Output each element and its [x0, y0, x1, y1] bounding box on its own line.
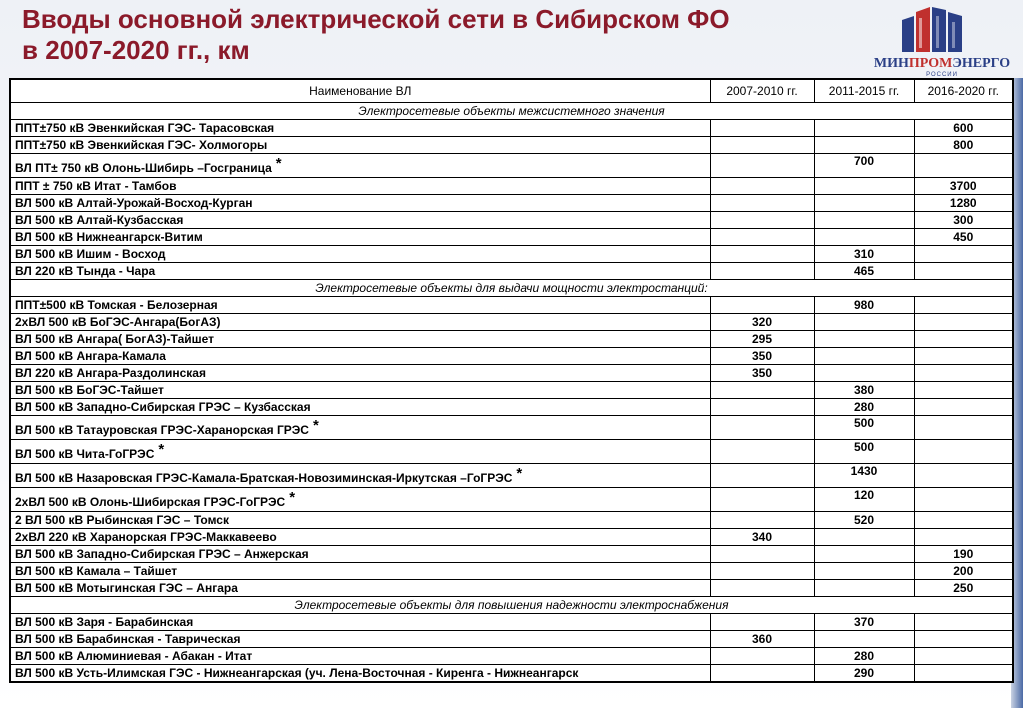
logo-text-left: МИН — [873, 56, 909, 71]
value-cell-p2 — [814, 348, 914, 365]
line-name: ВЛ 500 кВ Мотыгинская ГЭС – Ангара — [15, 580, 238, 595]
line-name-cell — [10, 348, 710, 365]
value-cell-p3 — [914, 297, 1013, 314]
table-row — [10, 348, 1013, 365]
value-cell-p1 — [710, 263, 814, 280]
line-name: ВЛ 500 кВ Усть-Илимская ГЭС - Нижнеангарская (уч. Лена-Восточная - Киренга - Нижнеангарск — [15, 665, 579, 680]
value-cell-p2 — [814, 229, 914, 246]
table-row — [10, 440, 1013, 464]
table-row — [10, 546, 1013, 563]
line-name-cell — [10, 229, 710, 246]
value-cell-p1 — [710, 297, 814, 314]
value-cell-p1 — [710, 195, 814, 212]
line-name-cell — [10, 665, 710, 683]
table-row — [10, 529, 1013, 546]
value-cell-p2: 1430 — [814, 464, 914, 488]
value-cell-p3 — [914, 488, 1013, 512]
value-cell-p3 — [914, 416, 1013, 440]
section-row — [10, 597, 1013, 614]
header-name: Наименование ВЛ — [10, 79, 710, 103]
logo-text-accent: ПРОМ — [908, 56, 953, 71]
table-header-row — [10, 79, 1013, 103]
table-row — [10, 154, 1013, 178]
line-name: ППТ ± 750 кВ Итат - Тамбов — [15, 178, 177, 193]
value-cell-p1: 350 — [710, 348, 814, 365]
value-cell-p1 — [710, 382, 814, 399]
header-2011-2015: 2011-2015 гг. — [814, 79, 914, 103]
value-cell-p3: 250 — [914, 580, 1013, 597]
value-cell-p3 — [914, 665, 1013, 683]
line-name-cell — [10, 648, 710, 665]
line-name-cell — [10, 546, 710, 563]
section-title: Электросетевые объекты межсистемного значения — [10, 103, 1013, 120]
line-name-cell — [10, 297, 710, 314]
value-cell-p2 — [814, 212, 914, 229]
value-cell-p1: 340 — [710, 529, 814, 546]
section-row — [10, 280, 1013, 297]
line-name: ВЛ 500 кВ Алтай-Урожай-Восход-Курган — [15, 195, 253, 210]
value-cell-p1: 320 — [710, 314, 814, 331]
value-cell-p1 — [710, 120, 814, 137]
line-name: ВЛ 500 кВ Западно-Сибирская ГРЭС – Анжерская — [15, 546, 309, 561]
value-cell-p2 — [814, 631, 914, 648]
value-cell-p2: 380 — [814, 382, 914, 399]
line-name-cell — [10, 263, 710, 280]
line-name: ВЛ 500 кВ Ангара( БогАЗ)-Тайшет — [15, 331, 215, 346]
value-cell-p1: 350 — [710, 365, 814, 382]
table-row — [10, 195, 1013, 212]
line-name: ВЛ 500 кВ Назаровская ГРЭС-Камала-Братская-Новозиминская-Иркутская –ГоГРЭС — [15, 470, 513, 485]
value-cell-p2 — [814, 365, 914, 382]
asterisk-mark: * — [275, 154, 282, 172]
value-cell-p2 — [814, 546, 914, 563]
value-cell-p3: 800 — [914, 137, 1013, 154]
table-row — [10, 212, 1013, 229]
line-name-cell — [10, 365, 710, 382]
line-name: ВЛ 500 кВ Ишим - Восход — [15, 246, 166, 261]
value-cell-p3 — [914, 382, 1013, 399]
value-cell-p3 — [914, 246, 1013, 263]
section-title: Электросетевые объекты для выдачи мощности электростанций: — [10, 280, 1013, 297]
value-cell-p1 — [710, 440, 814, 464]
value-cell-p2 — [814, 580, 914, 597]
value-cell-p2: 500 — [814, 440, 914, 464]
value-cell-p1 — [710, 246, 814, 263]
value-cell-p2: 465 — [814, 263, 914, 280]
table-body — [10, 103, 1013, 683]
table-row — [10, 665, 1013, 683]
value-cell-p1 — [710, 416, 814, 440]
table-row — [10, 120, 1013, 137]
value-cell-p3 — [914, 263, 1013, 280]
value-cell-p3 — [914, 348, 1013, 365]
line-name: ВЛ 500 кВ Алтай-Кузбасская — [15, 212, 184, 227]
line-name-cell — [10, 399, 710, 416]
table-row — [10, 580, 1013, 597]
line-name-cell — [10, 580, 710, 597]
value-cell-p2 — [814, 529, 914, 546]
line-name-cell — [10, 631, 710, 648]
line-name: 2хВЛ 220 кВ Харанорская ГРЭС-Маккавеево — [15, 529, 277, 544]
line-name-cell — [10, 382, 710, 399]
table-row — [10, 512, 1013, 529]
line-name-cell — [10, 120, 710, 137]
value-cell-p3: 600 — [914, 120, 1013, 137]
slide-title-line1: Вводы основной электрической сети в Сибирском ФО — [22, 4, 730, 34]
value-cell-p1 — [710, 614, 814, 631]
section-title: Электросетевые объекты для повышения надежности электроснабжения — [10, 597, 1013, 614]
value-cell-p3 — [914, 512, 1013, 529]
value-cell-p2: 370 — [814, 614, 914, 631]
line-name: ВЛ 500 кВ Камала – Тайшет — [15, 563, 178, 578]
line-name-cell — [10, 614, 710, 631]
table-row — [10, 178, 1013, 195]
header-2016-2020: 2016-2020 гг. — [914, 79, 1013, 103]
asterisk-mark: * — [289, 488, 296, 506]
value-cell-p2: 280 — [814, 399, 914, 416]
value-cell-p3: 3700 — [914, 178, 1013, 195]
logo-subtitle: РОССИИ — [926, 72, 958, 78]
value-cell-p3: 190 — [914, 546, 1013, 563]
table-row — [10, 464, 1013, 488]
table-row — [10, 399, 1013, 416]
value-cell-p3 — [914, 648, 1013, 665]
logo-text — [872, 56, 1012, 72]
value-cell-p1 — [710, 154, 814, 178]
line-name: ВЛ 500 кВ Татауровская ГРЭС-Харанорская ГРЭС — [15, 422, 309, 437]
table-row — [10, 365, 1013, 382]
value-cell-p3 — [914, 631, 1013, 648]
line-name: ВЛ 500 кВ Ангара-Камала — [15, 348, 166, 363]
line-name-cell — [10, 154, 710, 178]
value-cell-p1 — [710, 229, 814, 246]
table-row — [10, 563, 1013, 580]
logo-text-right: ЭНЕРГО — [952, 56, 1011, 71]
value-cell-p3 — [914, 154, 1013, 178]
line-name-cell — [10, 212, 710, 229]
value-cell-p3 — [914, 440, 1013, 464]
line-name-cell — [10, 512, 710, 529]
line-name-cell — [10, 416, 710, 440]
line-name-cell — [10, 246, 710, 263]
line-name: ВЛ 500 кВ Западно-Сибирская ГРЭС – Кузбасская — [15, 399, 311, 414]
line-name-cell — [10, 195, 710, 212]
table-row — [10, 297, 1013, 314]
value-cell-p2 — [814, 120, 914, 137]
asterisk-mark: * — [516, 464, 523, 482]
logo-buildings-icon — [872, 6, 1012, 56]
table-row — [10, 648, 1013, 665]
asterisk-mark: * — [158, 440, 165, 458]
line-name: ППТ±750 кВ Эвенкийская ГЭС- Тарасовская — [15, 120, 275, 135]
slide-title — [22, 4, 730, 66]
line-name-cell — [10, 137, 710, 154]
line-name: ППТ±750 кВ Эвенкийская ГЭС- Холмогоры — [15, 137, 268, 152]
value-cell-p1 — [710, 212, 814, 229]
line-name: ВЛ 500 кВ Чита-ГоГРЭС — [15, 446, 155, 461]
value-cell-p1 — [710, 137, 814, 154]
minpromenergo-logo — [872, 6, 1012, 76]
line-name-cell — [10, 488, 710, 512]
value-cell-p3 — [914, 331, 1013, 348]
table-row — [10, 229, 1013, 246]
line-name: ВЛ 500 кВ Нижнеангарск-Витим — [15, 229, 203, 244]
value-cell-p2 — [814, 314, 914, 331]
slide-title-line2: в 2007-2020 гг., км — [22, 35, 250, 65]
value-cell-p2 — [814, 563, 914, 580]
asterisk-mark: * — [312, 416, 319, 434]
value-cell-p1 — [710, 665, 814, 683]
table-row — [10, 382, 1013, 399]
value-cell-p2: 310 — [814, 246, 914, 263]
value-cell-p2: 500 — [814, 416, 914, 440]
table-row — [10, 614, 1013, 631]
value-cell-p1: 295 — [710, 331, 814, 348]
line-name-cell — [10, 440, 710, 464]
line-name: ВЛ 500 кВ Заря - Барабинская — [15, 614, 194, 629]
table-row — [10, 488, 1013, 512]
value-cell-p2 — [814, 137, 914, 154]
value-cell-p3: 1280 — [914, 195, 1013, 212]
value-cell-p3 — [914, 464, 1013, 488]
table-row — [10, 416, 1013, 440]
line-name-cell — [10, 529, 710, 546]
value-cell-p2: 700 — [814, 154, 914, 178]
line-name: 2 ВЛ 500 кВ Рыбинская ГЭС – Томск — [15, 512, 229, 527]
value-cell-p3: 200 — [914, 563, 1013, 580]
line-name-cell — [10, 178, 710, 195]
table-row — [10, 314, 1013, 331]
value-cell-p2: 520 — [814, 512, 914, 529]
header-2007-2010: 2007-2010 гг. — [710, 79, 814, 103]
value-cell-p2 — [814, 178, 914, 195]
value-cell-p3: 450 — [914, 229, 1013, 246]
power-lines-table — [9, 78, 1014, 683]
line-name: ППТ±500 кВ Томская - Белозерная — [15, 297, 218, 312]
line-name-cell — [10, 331, 710, 348]
value-cell-p2: 280 — [814, 648, 914, 665]
line-name-cell — [10, 314, 710, 331]
table-row — [10, 137, 1013, 154]
line-name-cell — [10, 563, 710, 580]
value-cell-p3: 300 — [914, 212, 1013, 229]
value-cell-p3 — [914, 314, 1013, 331]
value-cell-p2: 120 — [814, 488, 914, 512]
value-cell-p1 — [710, 488, 814, 512]
table-row — [10, 263, 1013, 280]
line-name-cell — [10, 464, 710, 488]
value-cell-p2: 290 — [814, 665, 914, 683]
line-name: ВЛ 500 кВ БоГЭС-Тайшет — [15, 382, 164, 397]
value-cell-p3 — [914, 399, 1013, 416]
line-name: 2хВЛ 500 кВ БоГЭС-Ангара(БогАЗ) — [15, 314, 221, 329]
value-cell-p1 — [710, 178, 814, 195]
table-row — [10, 246, 1013, 263]
line-name: ВЛ 500 кВ Алюминиевая - Абакан - Итат — [15, 648, 253, 663]
value-cell-p1 — [710, 580, 814, 597]
table-row — [10, 631, 1013, 648]
value-cell-p2 — [814, 331, 914, 348]
table-row — [10, 331, 1013, 348]
value-cell-p2 — [814, 195, 914, 212]
value-cell-p1 — [710, 399, 814, 416]
section-row — [10, 103, 1013, 120]
value-cell-p2: 980 — [814, 297, 914, 314]
value-cell-p1 — [710, 563, 814, 580]
value-cell-p1: 360 — [710, 631, 814, 648]
line-name: ВЛ 220 кВ Ангара-Раздолинская — [15, 365, 206, 380]
value-cell-p1 — [710, 546, 814, 563]
value-cell-p3 — [914, 614, 1013, 631]
line-name: ВЛ 500 кВ Барабинская - Таврическая — [15, 631, 241, 646]
value-cell-p1 — [710, 512, 814, 529]
value-cell-p1 — [710, 648, 814, 665]
line-name: 2хВЛ 500 кВ Олонь-Шибирская ГРЭС-ГоГРЭС — [15, 494, 286, 509]
line-name: ВЛ 220 кВ Тында - Чара — [15, 263, 156, 278]
value-cell-p3 — [914, 365, 1013, 382]
line-name: ВЛ ПТ± 750 кВ Олонь-Шибирь –Госграница — [15, 160, 272, 175]
value-cell-p1 — [710, 464, 814, 488]
value-cell-p3 — [914, 529, 1013, 546]
